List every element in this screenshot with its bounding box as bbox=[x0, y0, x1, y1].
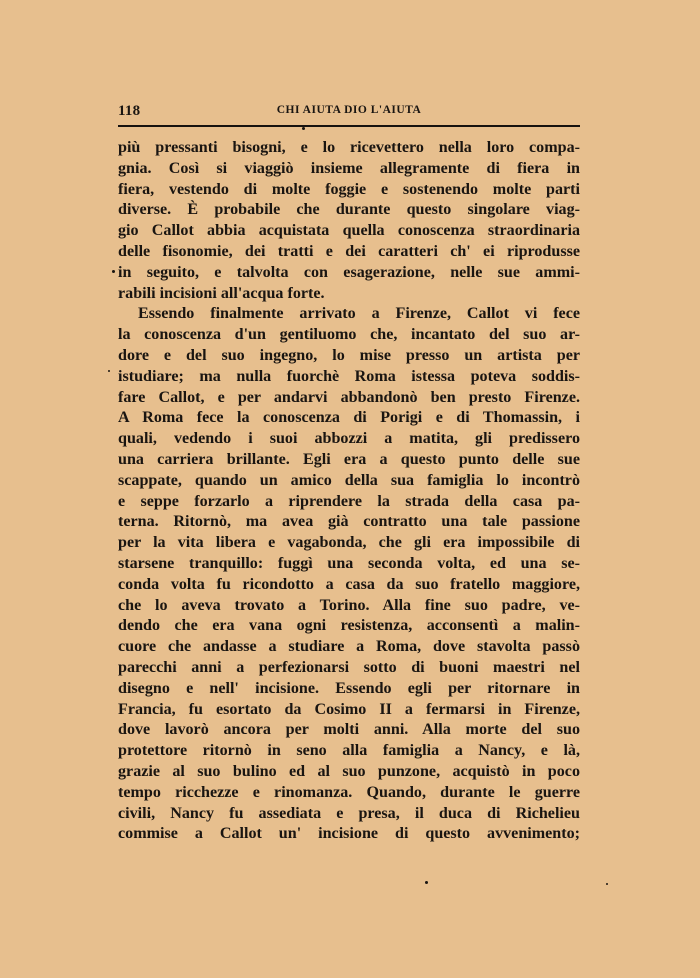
text-line: più pressanti bisogni, e lo ricevettero nella loro compa- bbox=[118, 139, 580, 156]
text-line: tempo ricchezze e rinomanza. Quando, durante le guerre bbox=[118, 783, 580, 801]
text-line: conda volta fu ricondotto a casa da suo fratello maggiore, bbox=[118, 575, 580, 593]
text-line: parecchi anni a perfezionarsi sotto di buoni maestri nel bbox=[118, 659, 580, 676]
text-line: istudiare; ma nulla fuorchè Roma istessa poteva soddis- bbox=[118, 367, 580, 385]
paragraph-last-line: rabili incisioni all'acqua forte. bbox=[118, 284, 325, 302]
print-speck bbox=[425, 881, 428, 884]
text-line: Francia, fu esortato da Cosimo II a fermarsi in Firenze, bbox=[118, 700, 580, 718]
text-line: protettore ritornò in seno alla famiglia a Nancy, e là, bbox=[118, 742, 580, 760]
text-line: dore e del suo ingegno, lo mise presso un artista per bbox=[118, 347, 580, 364]
text-line: gnia. Così si viaggiò insieme allegramente di fiera in bbox=[118, 159, 580, 177]
text-line: fiera, vestendo di molte foggie e sostenendo molte parti bbox=[118, 180, 580, 198]
print-speck bbox=[606, 883, 608, 885]
text-line: dove lavorò ancora per molti anni. Alla morte del suo bbox=[118, 721, 580, 739]
text-line: una carriera brillante. Egli era a questo punto delle sue bbox=[118, 451, 580, 468]
text-line: scappate, quando un amico della sua famiglia lo incontrò bbox=[118, 471, 580, 489]
print-speck bbox=[112, 270, 115, 273]
print-speck bbox=[302, 127, 305, 130]
text-line: grazie al suo bulino ed al suo punzone, acquistò in poco bbox=[118, 763, 580, 780]
text-line: gio Callot abbia acquistata quella conoscenza straordinaria bbox=[118, 222, 580, 240]
header-rule bbox=[118, 125, 580, 127]
running-title: CHI AIUTA DIO L'AIUTA bbox=[276, 104, 422, 116]
text-line: e seppe forzarlo a riprendere la strada della casa pa- bbox=[118, 492, 580, 510]
paragraph-first-line: Essendo finalmente arrivato a Firenze, Callot vi fece bbox=[138, 305, 580, 323]
text-line: A Roma fece la conoscenza di Porigi e di Thomassin, i bbox=[118, 409, 580, 427]
text-line: terna. Ritornò, ma avea già contratto una tale passione bbox=[118, 513, 580, 531]
text-line: commise a Callot un' incisione di questo avvenimento; bbox=[118, 825, 580, 843]
text-line: diverse. È probabile che durante questo singolare viag- bbox=[118, 201, 580, 219]
text-line: delle fisonomie, dei tratti e dei caratteri ch' ei riprodusse bbox=[118, 243, 580, 260]
text-line: in seguito, e talvolta con esagerazione, nelle sue ammi- bbox=[118, 263, 580, 281]
page-number: 118 bbox=[118, 103, 141, 119]
text-line: dendo che era vana ogni resistenza, acconsentì a malin- bbox=[118, 617, 580, 635]
page-header bbox=[118, 103, 580, 121]
text-line: fare Callot, e per andarvi abbandonò ben presto Firenze. bbox=[118, 388, 580, 406]
text-line: cuore che andasse a studiare a Roma, dove stavolta passò bbox=[118, 638, 580, 656]
print-speck bbox=[108, 370, 110, 372]
text-line: civili, Nancy fu assediata e presa, il duca di Richelieu bbox=[118, 804, 580, 822]
text-line: la conoscenza d'un gentiluomo che, incantato del suo ar- bbox=[118, 326, 580, 344]
text-line: per la vita libera e vagabonda, che gli era impossibile di bbox=[118, 534, 580, 552]
text-line: quali, vedendo i suoi abbozzi a matita, gli predissero bbox=[118, 430, 580, 448]
text-line: che lo aveva trovato a Torino. Alla fine suo padre, ve- bbox=[118, 596, 580, 614]
text-line: starsene tranquillo: fuggì una seconda volta, ed una se- bbox=[118, 555, 580, 572]
text-line: disegno e nell' incisione. Essendo egli per ritornare in bbox=[118, 679, 580, 697]
